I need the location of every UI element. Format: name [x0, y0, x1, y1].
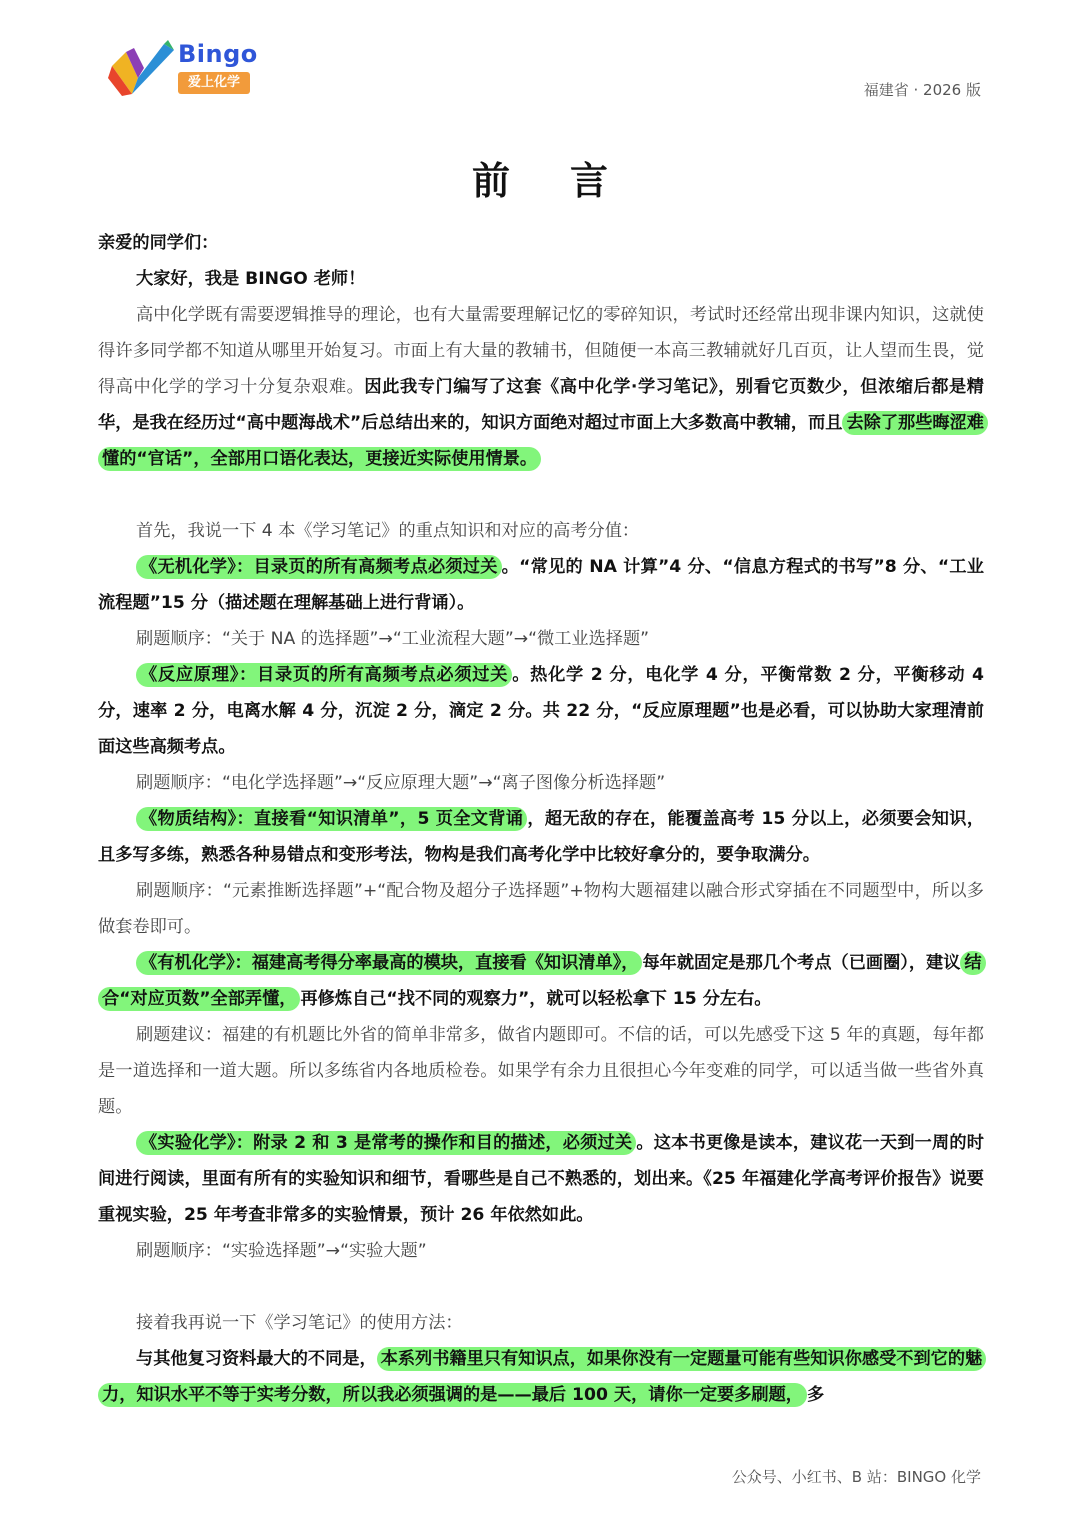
book-item	[98, 945, 984, 1017]
practice-order: 刷题顺序：“实验选择题”→“实验大题”	[136, 1241, 427, 1261]
book-highlight: 《无机化学》：目录页的所有高频考点必须过关	[136, 555, 502, 579]
practice-order: 刷题顺序：“关于 NA 的选择题”→“工业流程大题”→“微工业选择题”	[136, 629, 650, 649]
page-title: 前言	[471, 159, 668, 203]
books-intro-line: 首先，我说一下 4 本《学习笔记》的重点知识和对应的高考分值：	[136, 521, 640, 541]
practice-order: 刷题顺序：“电化学选择题”→“反应原理大题”→“离子图像分析选择题”	[136, 773, 666, 793]
edition-label: 福建省 · 2026 版	[863, 81, 981, 99]
intro-highlight: 去除了那些晦涩难懂的“官话”，全部用口语化表达，更接近实际使用情景。	[98, 411, 988, 471]
book-tail-highlight: 结合“对应页数”全部弄懂，	[98, 951, 986, 1011]
usage-tail: 多	[806, 1385, 825, 1405]
intro-bold-text: 因此我专门编写了这套《高中化学·学习笔记》，别看它页数少，但浓缩后都是精华，是我在经历过“高中题海战术”后总结出来的，知识方面绝对超过市面上大多数高中教辅，而且	[98, 377, 984, 433]
book-item	[98, 549, 984, 621]
footer-social: 公众号、小红书、B 站：BINGO 化学	[731, 1468, 981, 1486]
logo-tagline: 爱上化学	[178, 72, 250, 94]
book-item	[98, 657, 984, 765]
intro-text: 高中化学既有需要逻辑推导的理论，也有大量需要理解记忆的零碎知识，考试时还经常出现非课内知识，这就使得许多同学都不知道从哪里开始复习。市面上有大量的教辅书，但随便一本高三教辅就好几百页，让人望而生畏，觉得高中化学的学习十分复杂艰难。	[98, 305, 984, 397]
usage-highlight: 本系列书籍里只有知识点，如果你没有一定题量可能有些知识你感受不到它的魅力，知识水平不等于实考分数，所以我必须强调的是——最后 100 天，请你一定要多刷题，	[98, 1347, 986, 1407]
book-highlight: 《物质结构》：直接看“知识清单”，5 页全文背诵	[136, 807, 527, 831]
usage-bold: 与其他复习资料最大的不同是，	[136, 1349, 377, 1369]
book-detail: 。这本书更像是读本，建议花一天到一周的时间进行阅读，里面有所有的实验知识和细节，看哪些是自己不熟悉的，划出来。《25 年福建化学高考评价报告》说要重视实验，25 年考查非常多的实验情景，预计 26 年依然如此。	[98, 1133, 984, 1225]
book-tail-detail: 再修炼自己“找不同的观察力”，就可以轻松拿下 15 分左右。	[300, 989, 772, 1009]
usage-paragraph	[98, 1341, 984, 1413]
book-detail: 每年就固定是那几个考点（已画圈），建议	[642, 953, 961, 973]
usage-intro-line: 接着我再说一下《学习笔记》的使用方法：	[136, 1313, 463, 1333]
book-highlight: 《实验化学》：附录 2 和 3 是常考的操作和目的描述，必须过关	[136, 1131, 636, 1155]
hello-line: 大家好，我是 BINGO 老师！	[136, 269, 366, 289]
book-detail: ，超无敌的存在，能覆盖高考 15 分以上，必须要会知识，且多写多练，熟悉各种易错点和变形考法，物构是我们高考化学中比较好拿分的，要争取满分。	[98, 809, 985, 865]
book-item	[98, 801, 984, 873]
book-detail: 。热化学 2 分，电化学 4 分，平衡常数 2 分，平衡移动 4 分，速率 2 分，电离水解 4 分，沉淀 2 分，滴定 2 分。共 22 分，“反应原理题”也是必看，可以协助大家理清前面这些高频考点。	[98, 665, 984, 757]
practice-order: 刷题顺序：“元素推断选择题”+“配合物及超分子选择题”+物构大题福建以融合形式穿插在不同题型中，所以多做套卷即可。	[98, 881, 984, 937]
preface-body	[98, 225, 984, 1413]
practice-advice: 刷题建议：福建的有机题比外省的简单非常多，做省内题即可。不信的话，可以先感受下这 5 年的真题，每年都是一道选择和一道大题。所以多练省内各地质检卷。如果学有余力且很担心今年变难的同学，可以适当做一些省外真题。	[98, 1025, 984, 1117]
intro-paragraph	[98, 297, 984, 477]
book-detail: 。“常见的 NA 计算”4 分、“信息方程式的书写”8 分、“工业流程题”15 分（描述题在理解基础上进行背诵）。	[98, 557, 984, 613]
book-highlight: 《反应原理》：目录页的所有高频考点必须过关	[136, 663, 512, 687]
greeting: 亲爱的同学们：	[98, 233, 219, 253]
logo-wordmark: Bingo	[178, 40, 258, 68]
book-highlight: 《有机化学》：福建高考得分率最高的模块，直接看《知识清单》，	[136, 951, 642, 975]
brand-logo	[108, 38, 258, 100]
logo-mark-icon	[108, 38, 176, 98]
book-item	[98, 1125, 984, 1233]
